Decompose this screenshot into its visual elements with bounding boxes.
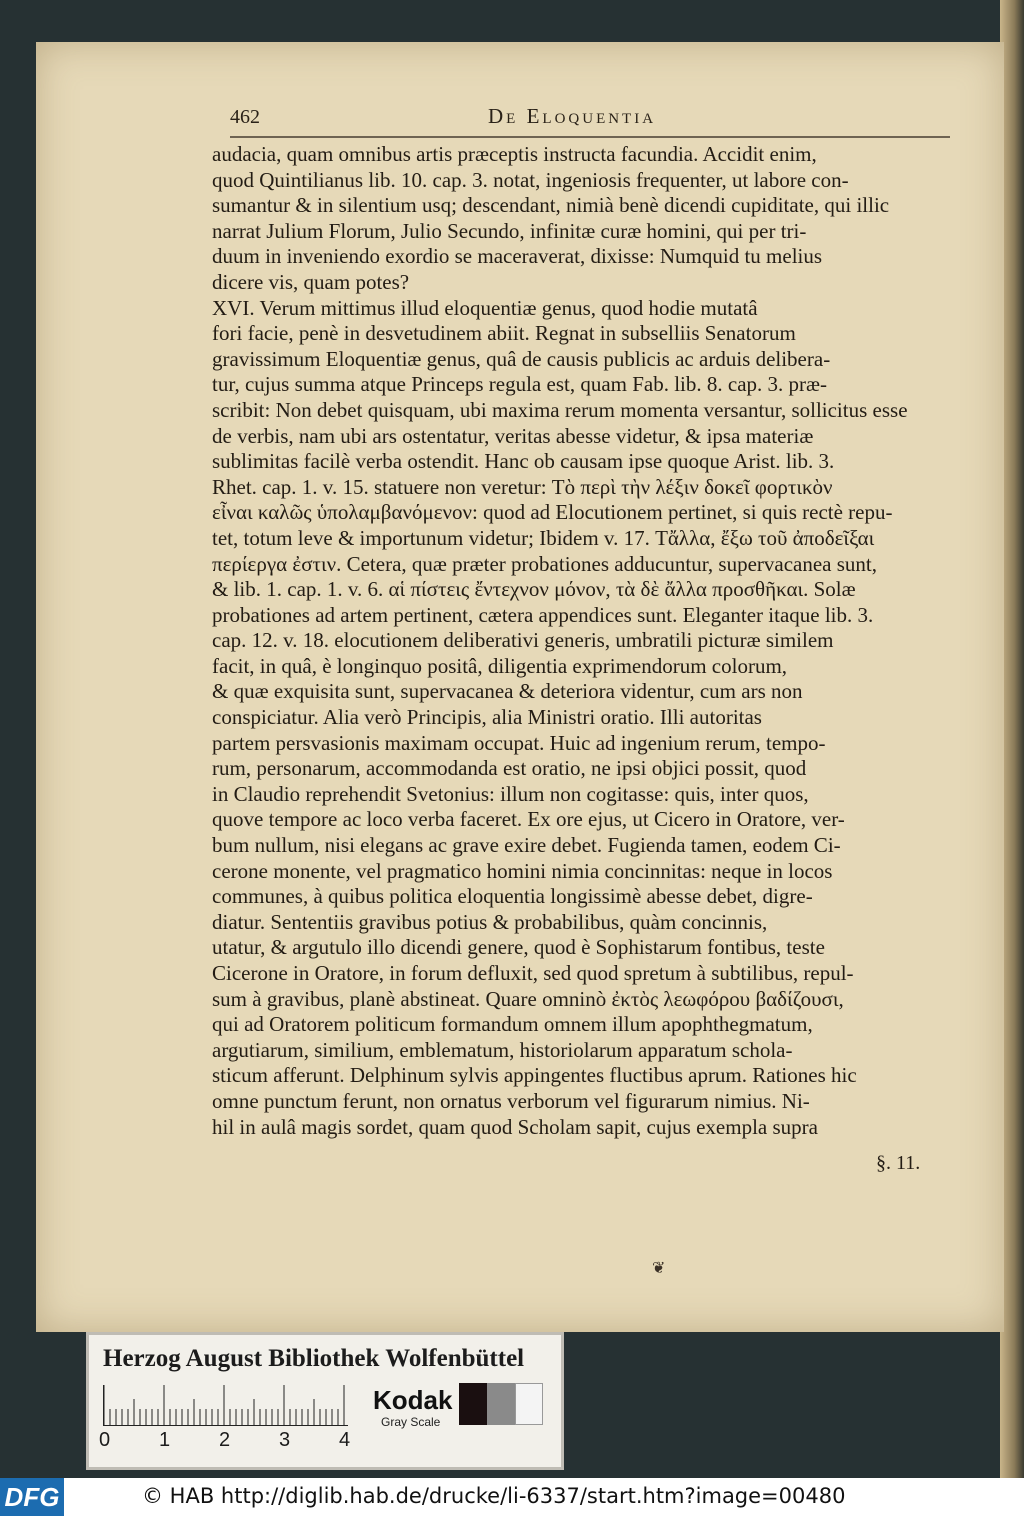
text-line: & quæ exquisita sunt, supervacanea & deteriora videntur, cum ars non xyxy=(212,679,803,704)
body-text xyxy=(212,142,960,1140)
header-rule xyxy=(230,136,950,138)
swatch-black xyxy=(459,1383,487,1425)
ruler-number: 0 xyxy=(99,1429,111,1451)
text-line: omne punctum ferunt, non ornatus verborum vel figurarum nimius. Ni- xyxy=(212,1088,810,1113)
text-line: quove tempore ac loco verba faceret. Ex ore ejus, ut Cicero in Oratore, ver- xyxy=(212,807,845,832)
text-line: εἶναι καλῶς ὑπολαμβανόμενον: quod ad Elocutionem pertinet, si quis rectè repu- xyxy=(212,500,893,525)
text-line: dicere vis, quam potes? xyxy=(212,269,410,294)
text-line: utatur, & argutulo illo dicendi genere, quod è Sophistarum fontibus, teste xyxy=(212,935,825,960)
text-line: diatur. Sententiis gravibus potius & probabilibus, quàm concinnis, xyxy=(212,909,768,934)
text-line: de verbis, nam ubi ars ostentatur, veritas abesse videtur, & ipsa materiæ xyxy=(212,423,814,448)
text-line: audacia, quam omnibus artis præceptis instructa facundia. Accidit enim, xyxy=(212,142,817,166)
color-calibration-card xyxy=(86,1332,564,1470)
text-line: Rhet. cap. 1. v. 15. statuere non veretur: Τὸ περὶ τὴν λέξιν δοκεῖ φορτικὸν xyxy=(212,474,833,499)
text-line: sum à gravibus, planè abstineat. Quare omninò ἐκτὸς λεωφόρου βαδίζουσι, xyxy=(212,986,844,1011)
text-line: rum, personarum, accommodanda est oratio, ne ipsi objici possit, quod xyxy=(212,756,807,781)
text-line: & lib. 1. cap. 1. v. 6. αἱ πίστεις ἔντεχνον μόνον, τὰ δὲ ἄλλα προσθῆκαι. Solæ xyxy=(212,577,856,602)
library-name: Herzog August Bibliothek Wolfenbüttel xyxy=(103,1345,525,1372)
text-line: tet, totum leve & importunum videtur; Ibidem v. 17. Τἄλλα, ἔξω τοῦ ἀποδεῖξαι xyxy=(212,525,875,550)
text-line: partem persvasionis maximam occupat. Huic ad ingenium rerum, tempo- xyxy=(212,730,826,755)
gray-scale-label: Gray Scale xyxy=(381,1415,441,1429)
text-line: narrat Julium Florum, Julio Secundo, infinitæ curæ homini, qui per tri- xyxy=(212,218,807,243)
text-line: bum nullum, nisi elegans ac grave exire debet. Fugienda tamen, eodem Ci- xyxy=(212,833,841,858)
text-line: cap. 12. v. 18. elocutionem deliberativi generis, umbratili picturæ similem xyxy=(212,628,834,653)
text-line: sticum afferunt. Delphinum sylvis appingentes fluctibus aprum. Rationes hic xyxy=(212,1063,857,1088)
text-line: sumantur & in silentium usq; descendant, nimià benè dicendi cupiditate, qui illic xyxy=(212,193,890,218)
page-header xyxy=(230,102,970,138)
text-line: in Claudio reprehendit Svetonius: illum non cogitasse: quis, inter quos, xyxy=(212,781,809,806)
text-line: hil in aulâ magis sordet, quam quod Scholam sapit, cujus exempla supra xyxy=(212,1114,818,1139)
ruler-number: 4 xyxy=(339,1429,351,1451)
text-line: qui ad Oratorem politicum formandum omnem illum apophthegmatum, xyxy=(212,1012,813,1037)
text-line: facit, in quâ, è longinquo positâ, diligentia exprimendorum colorum, xyxy=(212,653,788,678)
text-line: tur, cujus summa atque Princeps regula est, quam Fab. lib. 8. cap. 3. præ- xyxy=(212,372,828,397)
text-line: communes, à quibus politica eloquentia longissimè abesse debet, digre- xyxy=(212,884,813,909)
catchword: §. 11. xyxy=(876,1152,921,1174)
copyright-link[interactable]: © HAB http://diglib.hab.de/drucke/li-6337/start.htm?image=00480 xyxy=(142,1484,846,1508)
page-number: 462 xyxy=(230,106,260,128)
text-line: fori facie, penè in desvetudinem abiit. Regnat in subselliis Senatorum xyxy=(212,321,796,346)
text-line: conspiciatur. Alia verò Principis, alia Ministri oratio. Illi autoritas xyxy=(212,705,762,730)
footer-bar xyxy=(0,1478,1024,1516)
dfg-logo: DFG xyxy=(0,1478,64,1516)
swatch-gray xyxy=(487,1383,515,1425)
text-line: argutiarum, similium, emblematum, historiolarum apparatum schola- xyxy=(212,1037,793,1062)
text-line: probationes ad artem pertinent, cætera appendices sunt. Eleganter itaque lib. 3. xyxy=(212,602,874,627)
swatch-white xyxy=(515,1383,543,1425)
kodak-logo: Kodak xyxy=(373,1385,453,1415)
ruler-number: 1 xyxy=(159,1429,171,1451)
text-line: sublimitas facilè verba ostendit. Hanc ob causam ipse quoque Arist. lib. 3. xyxy=(212,449,835,474)
ruler-number: 3 xyxy=(279,1429,291,1451)
text-line: gravissimum Eloquentiæ genus, quâ de causis publicis ac arduis delibera- xyxy=(212,346,831,371)
text-line: quod Quintilianus lib. 10. cap. 3. notat, ingeniosis frequenter, ut labore con- xyxy=(212,167,849,192)
running-head: De Eloquentia xyxy=(488,104,657,128)
ruler-number: 2 xyxy=(219,1429,231,1451)
text-line: περίεργα ἐστιν. Cetera, quæ præter probationes adducuntur, supervacanea sunt, xyxy=(212,551,878,576)
text-line: XVI. Verum mittimus illud eloquentiæ genus, quod hodie mutatâ xyxy=(212,295,758,320)
ruler-numbers xyxy=(99,1429,359,1453)
text-line: duum in inveniendo exordio se maceraverat, dixisse: Numquid tu melius xyxy=(212,244,823,269)
text-line: Cicerone in Oratore, in forum defluxit, sed quod spretum à subtilibus, repul- xyxy=(212,961,854,985)
ruler-scale xyxy=(103,1385,348,1426)
text-line: scribit: Non debet quisquam, ubi maxima rerum momenta versantur, sollicitus esse xyxy=(212,397,908,422)
text-line: cerone monente, vel pragmatico homini nimia concinnitas: neque in locos xyxy=(212,858,833,883)
ornament-icon: ❦ xyxy=(652,1258,666,1277)
